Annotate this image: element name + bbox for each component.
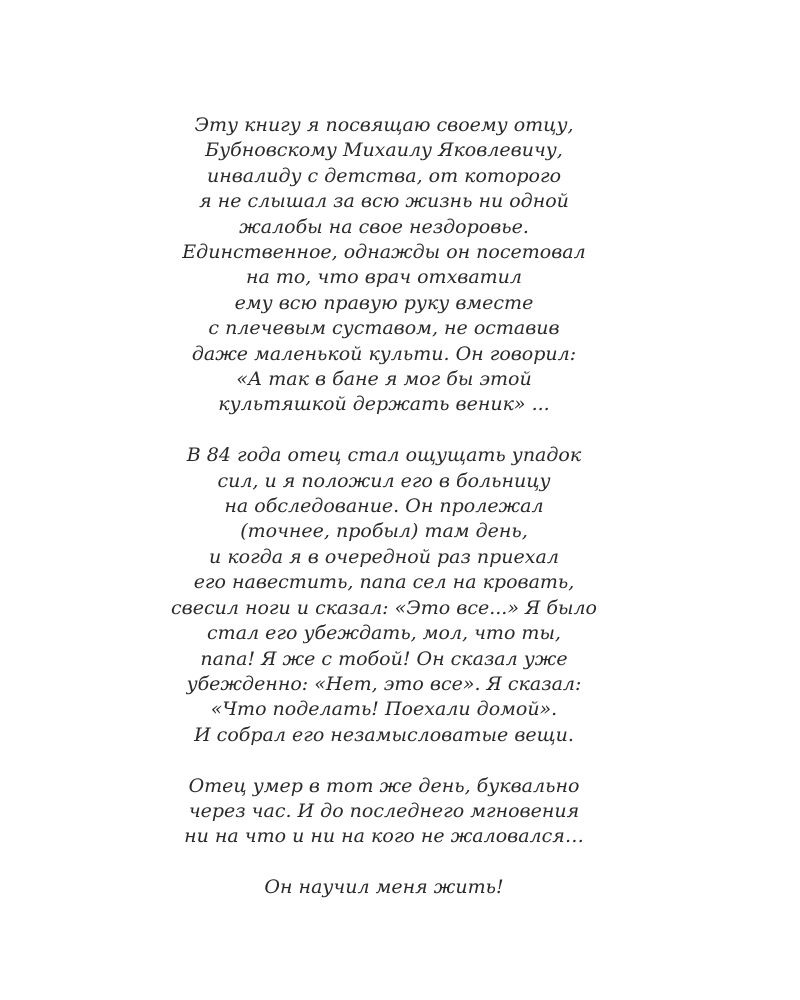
dedication-paragraph-3: [0, 774, 768, 850]
text-line: Он научил меня жить!: [264, 876, 504, 899]
text-line: с плечевым суставом, не оставив: [208, 317, 560, 340]
text-line: (точнее, пробыл) там день,: [240, 520, 528, 543]
text-line: В 84 года отец стал ощущать упадок: [186, 444, 582, 467]
text-line: убежденно: «Нет, это все». Я сказал:: [186, 672, 582, 695]
text-line: на обследование. Он пролежал: [224, 495, 544, 518]
dedication-closing-line: [0, 875, 768, 900]
text-line: культяшкой держать веник» ...: [218, 393, 550, 416]
text-line: жалобы на свое нездоровье.: [239, 215, 529, 238]
text-line: сил, и я положил его в больницу: [217, 469, 551, 492]
text-line: И собрал его незамысловатые вещи.: [194, 723, 574, 746]
dedication-paragraph-2: [0, 443, 768, 748]
text-line: даже маленькой культи. Он говорил:: [191, 342, 577, 365]
text-line: Отец умер в тот же день, буквально: [188, 774, 580, 797]
text-line: через час. И до последнего мгновения: [188, 799, 580, 822]
text-line: ни на что и ни на кого не жаловался…: [184, 825, 584, 848]
dedication-text: [0, 113, 768, 901]
dedication-paragraph-1: [0, 113, 768, 418]
text-line: Единственное, однажды он посетовал: [182, 241, 586, 264]
text-line: его навестить, папа сел на кровать,: [193, 571, 575, 594]
text-line: «А так в бане я мог бы этой: [236, 368, 532, 391]
text-line: ему всю правую руку вместе: [234, 291, 534, 314]
text-line: Эту книгу я посвящаю своему отцу,: [194, 114, 574, 136]
text-line: свесил ноги и сказал: «Это все...» Я было: [171, 596, 597, 619]
text-line: я не слышал за всю жизнь ни одной: [199, 190, 569, 213]
text-line: «Что поделать! Поехали домой».: [210, 698, 558, 721]
text-line: на то, что врач отхватил: [245, 266, 523, 289]
text-line: и когда я в очередной раз приехал: [209, 545, 559, 568]
text-line: инвалиду с детства, от которого: [206, 164, 562, 187]
text-line: стал его убеждать, мол, что ты,: [207, 622, 561, 645]
text-line: папа! Я же с тобой! Он сказал уже: [200, 647, 568, 670]
text-line: Бубновскому Михаилу Яковлевичу,: [205, 139, 563, 162]
